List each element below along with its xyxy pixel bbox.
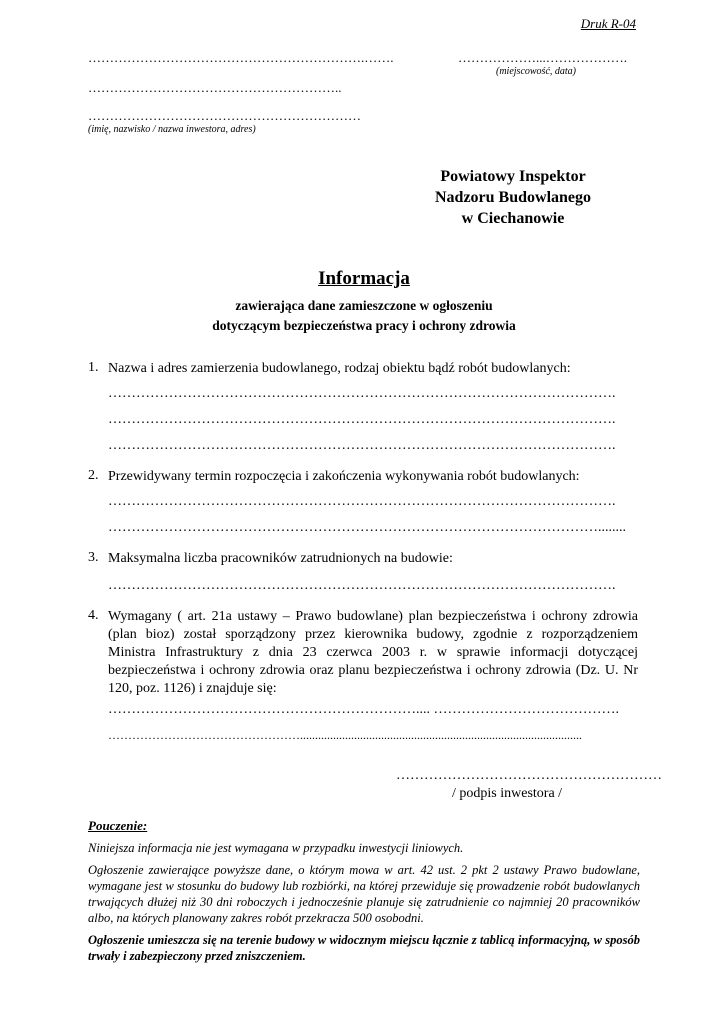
- notice-heading: Pouczenie:: [88, 818, 148, 833]
- item-1-answer-line-3[interactable]: ……………………………………………………………………………………………….: [108, 438, 616, 453]
- investor-field-line-2[interactable]: …………………………………………………..: [88, 80, 342, 95]
- investor-field-line-1[interactable]: ……………………………………………………….…….: [88, 50, 394, 65]
- item-4-text: Wymagany ( art. 21a ustawy – Prawo budowlane) plan bezpieczeństwa i ochrony zdrowia (plan bioz) został sporządzony przez kierownika budowy, zgodnie z rozporządzeniem Ministra Infrastruktury z dnia 23 czerwca 2003 r. w sprawie informacji dotyczącej bezpieczeństwa i ochrony zdrowia oraz planu bezpieczeństwa i ochrony zdrowia (Dz. U. Nr 120, poz. 1126) i znajduje się:: [108, 609, 638, 696]
- authority-line-1: Powiatowy Inspektor: [440, 168, 586, 185]
- item-1-number: 1.: [88, 360, 99, 375]
- item-1-answer-line-1[interactable]: ……………………………………………………………………………………………….: [108, 386, 616, 401]
- notice-paragraph-1: Niniejsza informacja nie jest wymagana w przypadku inwestycji liniowych.: [88, 841, 464, 855]
- subtitle-line-1: zawierająca dane zamieszczone w ogłoszeniu: [235, 298, 493, 313]
- item-4-answer-line-1[interactable]: ………………………………………………………….... ………………………………….: [108, 702, 619, 717]
- subtitle-line-2: dotyczącym bezpieczeństwa pracy i ochrony zdrowia: [212, 318, 516, 333]
- item-3-answer-line-1[interactable]: ……………………………………………………………………………………………….: [108, 578, 616, 593]
- item-2-number: 2.: [88, 468, 99, 483]
- notice-paragraph-3: Ogłoszenie umieszcza się na terenie budowy w widocznym miejscu łącznie z tablicą informacyjną, w sposób trwały i zabezpieczony przed zniszczeniem.: [88, 933, 640, 963]
- item-2-text: Przewidywany termin rozpoczęcia i zakończenia wykonywania robót budowlanych:: [108, 469, 580, 484]
- place-date-caption: (miejscowość, data): [496, 66, 576, 77]
- authority-line-2: Nadzoru Budowlanego: [434, 189, 592, 206]
- item-3-number: 3.: [88, 550, 99, 565]
- item-1-answer-line-2[interactable]: ……………………………………………………………………………………………….: [108, 412, 616, 427]
- signature-label: / podpis inwestora /: [452, 786, 563, 801]
- investor-caption: (imię, nazwisko / nazwa inwestora, adres): [88, 124, 256, 135]
- item-4-answer-line-2[interactable]: …………………………………………..............................................................................................: [108, 728, 582, 742]
- authority-line-3: w Ciechanowie: [461, 210, 565, 227]
- form-code: Druk R-04: [580, 16, 636, 31]
- item-1-text: Nazwa i adres zamierzenia budowlanego, rodzaj obiektu bądź robót budowlanych:: [108, 361, 571, 376]
- signature-field[interactable]: …………………………………………………: [396, 768, 662, 783]
- item-2-answer-line-1[interactable]: ……………………………………………………………………………………………….: [108, 494, 616, 509]
- item-4-number: 4.: [88, 608, 99, 623]
- item-3-text: Maksymalna liczba pracowników zatrudnionych na budowie:: [108, 551, 453, 566]
- place-date-field[interactable]: ………………...……………….: [458, 50, 627, 65]
- notice-paragraph-2: Ogłoszenie zawierające powyższe dane, o którym mowa w art. 42 ust. 2 pkt 2 ustawy Prawo budowlane, wymagane jest w stosunku do budowy lub rozbiórki, na której przewiduje się prowadzenie robót budowlanych trwających dłużej niż 30 dni roboczych i jednocześnie planuje się zatrudnienie co najmniej 20 pracowników albo, na których planowany zakres robót przekracza 500 osobodni.: [88, 863, 640, 925]
- item-2-answer-line-2[interactable]: ……………………………………………………………………………………………........: [108, 520, 626, 535]
- investor-field-line-3[interactable]: ………………………………………………………: [88, 108, 361, 123]
- document-title: Informacja: [318, 268, 410, 289]
